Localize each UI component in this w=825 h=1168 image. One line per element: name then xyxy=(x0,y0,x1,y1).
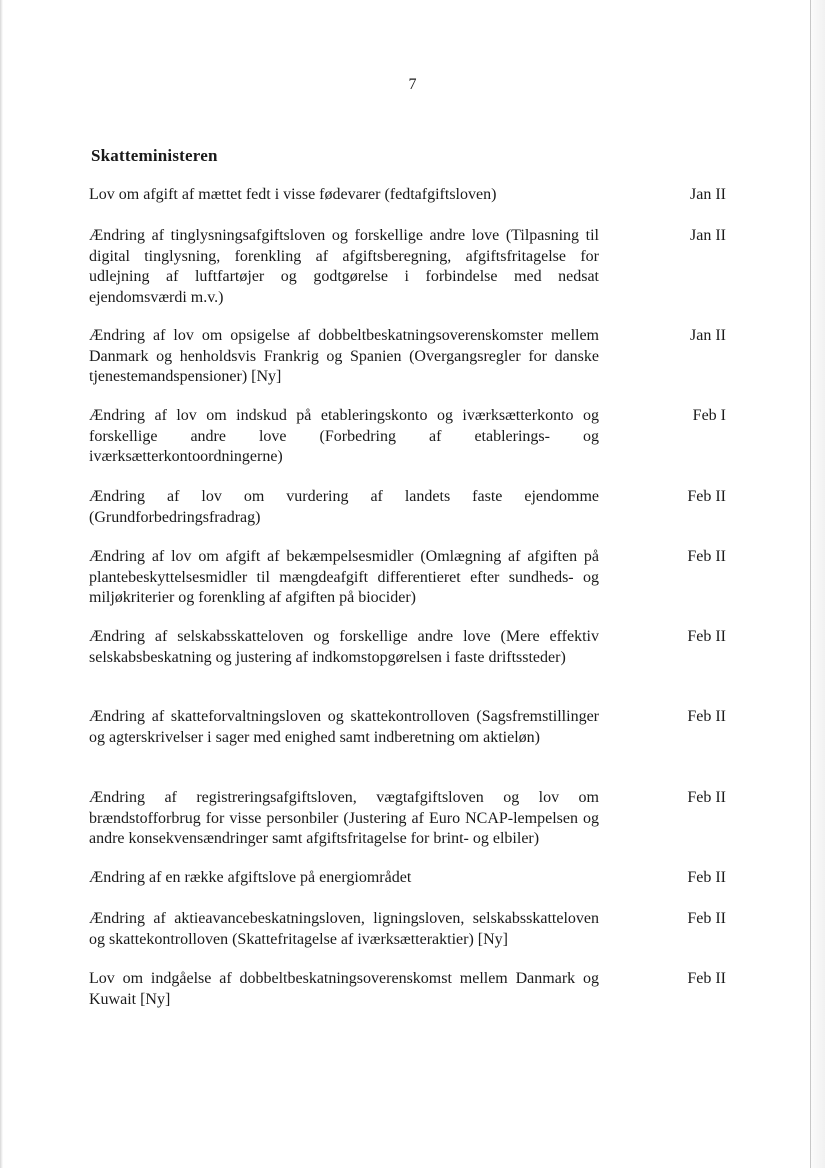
bill-title: Ændring af lov om afgift af bekæmpelsesmidler (Omlægning af afgiften på plantebeskyttelsesmidler til mængdeafgift differentieret efter sundheds- og miljøkriterier og forenkling af afgiften på biocider) xyxy=(89,548,599,606)
bill-date: Jan II xyxy=(690,227,726,244)
bill-date: Feb II xyxy=(687,628,726,645)
scan-edge-right-shade xyxy=(811,0,825,1168)
bill-date: Feb II xyxy=(687,488,726,505)
bill-date: Feb II xyxy=(687,910,726,927)
bill-title: Ændring af skatteforvaltningsloven og skattekontrolloven (Sagsfremstillinger og agterskrivelser i sager med enighed samt indberetning om aktieløn) xyxy=(89,708,599,746)
bill-date: Feb II xyxy=(687,708,726,725)
bill-title: Ændring af selskabsskatteloven og forskellige andre love (Mere effektiv selskabsbeskatning og justering af indkomstopgørelsen i faste driftssteder) xyxy=(89,628,599,666)
bill-title: Ændring af registreringsafgiftsloven, vægtafgiftsloven og lov om brændstofforbrug for visse personbiler (Justering af Euro NCAP-lempelsen og andre konsekvensændringer samt afgiftsfritagelse for brint- og elbiler) xyxy=(89,789,599,847)
bill-title: Ændring af aktieavancebeskatningsloven, ligningsloven, selskabsskatteloven og skattekontrolloven (Skattefritagelse af iværksætteraktier) [Ny] xyxy=(89,910,599,948)
bill-title: Ændring af lov om opsigelse af dobbeltbeskatningsoverenskomster mellem Danmark og henholdsvis Frankrig og Spanien (Overgangsregler for danske tjenestemandspensioner) [Ny] xyxy=(89,327,599,385)
bill-title: Ændring af tinglysningsafgiftsloven og forskellige andre love (Tilpasning til digital tinglysning, forenkling af afgiftsberegning, afgiftsfritagelse for udlejning af luftfartøjer og godtgørelse i forbindelse med nedsat ejendomsværdi m.v.) xyxy=(89,227,599,306)
scan-edge-right-line xyxy=(810,0,811,1168)
scan-edge-left xyxy=(0,0,3,1168)
bill-title: Lov om indgåelse af dobbeltbeskatningsoverenskomst mellem Danmark og Kuwait [Ny] xyxy=(89,970,599,1008)
bill-date: Feb I xyxy=(692,407,726,424)
bill-date: Feb II xyxy=(687,548,726,565)
bill-date: Jan II xyxy=(690,186,726,203)
bill-date: Feb II xyxy=(687,869,726,886)
bill-date: Feb II xyxy=(687,970,726,987)
bill-date: Jan II xyxy=(690,327,726,344)
section-title: Skatteministeren xyxy=(91,146,218,165)
page-number: 7 xyxy=(408,76,417,93)
bill-title: Lov om afgift af mættet fedt i visse fødevarer (fedtafgiftsloven) xyxy=(89,186,497,203)
bill-title: Ændring af en række afgiftslove på energiområdet xyxy=(89,869,412,886)
bill-title: Ændring af lov om indskud på etableringskonto og iværksætterkonto og forskellige andre love (Forbedring af etablerings- og iværksætterkontoordningerne) xyxy=(89,407,599,465)
bill-date: Feb II xyxy=(687,789,726,806)
bill-title: Ændring af lov om vurdering af landets faste ejendomme (Grundforbedringsfradrag) xyxy=(89,488,599,526)
